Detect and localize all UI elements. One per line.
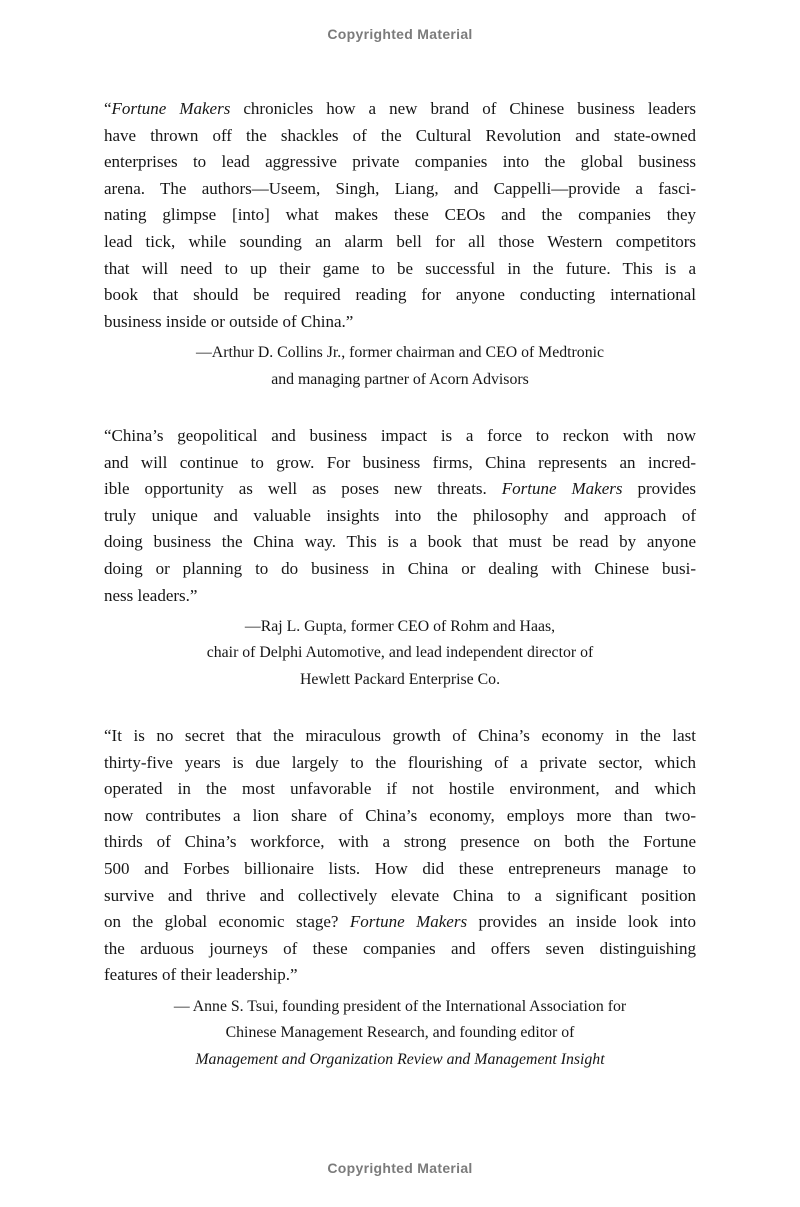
attribution-line: —Raj L. Gupta, former CEO of Rohm and Haas, xyxy=(244,618,556,636)
quote-line: operated in the most unfavorable if not hostile environment, and which xyxy=(104,779,696,799)
attribution-line: chair of Delphi Automotive, and lead independent director of xyxy=(206,644,594,662)
endorsement-attribution xyxy=(104,614,696,693)
quote-line: book that should be required reading for anyone conducting international xyxy=(104,285,696,305)
copyright-banner-bottom: Copyrighted Material xyxy=(327,1160,473,1176)
endorsement-attribution xyxy=(104,340,696,393)
attribution-line: and managing partner of Acorn Advisors xyxy=(271,370,529,388)
quote-line: enterprises to lead aggressive private companies into the global business xyxy=(104,152,696,172)
attribution-line: Management and Organization Review and Management Insight xyxy=(195,1050,605,1068)
quote-line: survive and thrive and collectively elevate China to a significant position xyxy=(104,885,696,905)
quote-line: ness leaders.” xyxy=(104,585,198,605)
quote-line: “China’s geopolitical and business impact is a force to reckon with now xyxy=(104,425,696,445)
quote-line: thirds of China’s workforce, with a strong presence on both the Fortune xyxy=(104,832,696,852)
attribution-line: — Anne S. Tsui, founding president of the International Association for xyxy=(173,997,627,1015)
quote-line: thirty-five years is due largely to the flourishing of a private sector, which xyxy=(104,752,696,772)
quote-line: “It is no secret that the miraculous growth of China’s economy in the last xyxy=(104,725,696,745)
copyright-banner-top: Copyrighted Material xyxy=(327,26,473,42)
endorsement-collins xyxy=(104,96,696,393)
endorsement-quote xyxy=(104,96,696,335)
endorsement-quote xyxy=(104,423,696,609)
quote-line: features of their leadership.” xyxy=(104,965,298,985)
quote-line: lead tick, while sounding an alarm bell for all those Western competitors xyxy=(104,231,696,251)
quote-line: 500 and Forbes billionaire lists. How did these entrepreneurs manage to xyxy=(104,858,696,878)
quote-line: the arduous journeys of these companies and offers seven distinguishing xyxy=(104,938,696,958)
endorsement-attribution xyxy=(104,994,696,1073)
attribution-line: Hewlett Packard Enterprise Co. xyxy=(299,670,501,688)
endorsement-quote xyxy=(104,723,696,989)
quote-line: “Fortune Makers chronicles how a new brand of Chinese business leaders xyxy=(104,99,696,118)
endorsement-tsui xyxy=(104,723,696,1073)
attribution-line: Chinese Management Research, and founding editor of xyxy=(225,1024,575,1042)
attribution-line: —Arthur D. Collins Jr., former chairman and CEO of Medtronic xyxy=(195,344,604,362)
quote-line: on the global economic stage? Fortune Makers provides an inside look into xyxy=(104,912,696,932)
endorsement-gupta xyxy=(104,423,696,693)
quote-line: doing or planning to do business in China or dealing with Chinese busi- xyxy=(104,558,696,578)
quote-line: truly unique and valuable insights into the philosophy and approach of xyxy=(104,505,696,525)
quote-line: have thrown off the shackles of the Cultural Revolution and state-owned xyxy=(104,125,696,145)
quote-line: that will need to up their game to be successful in the future. This is a xyxy=(104,258,696,278)
quote-line: nating glimpse [into] what makes these CEOs and the companies they xyxy=(104,205,696,225)
quote-line: ible opportunity as well as poses new threats. Fortune Makers provides xyxy=(104,479,696,499)
endorsements-content xyxy=(104,96,696,1073)
quote-line: and will continue to grow. For business firms, China represents an incred- xyxy=(104,452,696,472)
quote-line: now contributes a lion share of China’s economy, employs more than two- xyxy=(104,805,696,825)
quote-line: business inside or outside of China.” xyxy=(104,311,354,331)
quote-line: arena. The authors—Useem, Singh, Liang, and Cappelli—provide a fasci- xyxy=(104,178,696,198)
quote-line: doing business the China way. This is a book that must be read by anyone xyxy=(104,532,696,552)
